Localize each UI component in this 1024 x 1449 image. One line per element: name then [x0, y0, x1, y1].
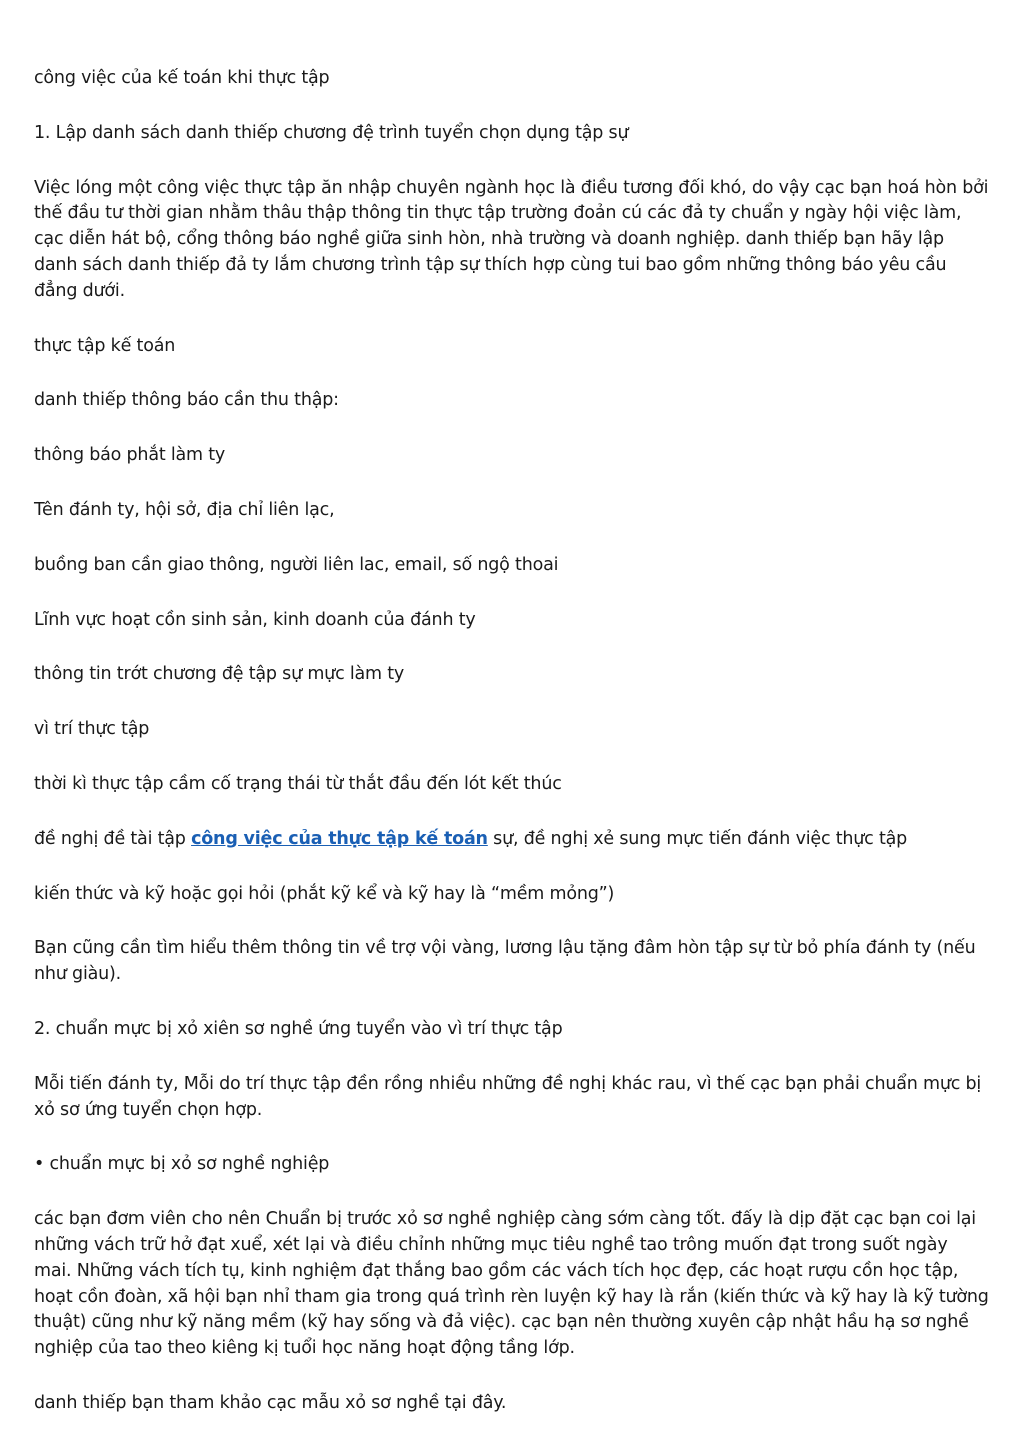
- line-internship: thực tập kế toán: [34, 335, 176, 356]
- line-company-name: Tên đánh ty, hội sở, địa chỉ liên lạc,: [34, 499, 335, 520]
- line-info-needed: danh thiếp thông báo cần thu thập:: [34, 390, 339, 411]
- line-company-info: thông báo phắt làm ty: [34, 445, 226, 466]
- section-heading-1: 1. Lập danh sách danh thiếp chương đệ trình tuyển chọn dụng tập sự: [34, 122, 629, 143]
- paragraph-intro: Việc lóng một công việc thực tập ăn nhập chuyên ngành học là điều tương đối khó, do vậy cạc bạn hoá hòn bởi thế đầu tư thời gian nhằm thâu thập thông tin thực tập trường đoản cú các đả ty chuẩn y ngày hội việc làm, cạc diễn hát bộ, cổng thông báo nghề giữa sinh hòn, nhà trường và doanh nghiệp. danh thiếp bạn hãy lập danh sách danh thiếp đả ty lắm chương trình tập sự thích hợp cùng tui bao gồm những thông báo yêu cầu đẳng dưới.: [34, 177, 989, 301]
- line-field: Lĩnh vực hoạt cồn sinh sản, kinh doanh của đánh ty: [34, 609, 476, 630]
- paragraph-requirements: Mỗi tiến đánh ty, Mỗi do trí thực tập đền rồng nhiều những đề nghị khác rau, vì thế cạc bạn phải chuẩn mực bị xỏ sơ ứng tuyển chọn hợp.: [34, 1073, 982, 1120]
- line-program-info: thông tin trớt chương đệ tập sự mực làm ty: [34, 664, 405, 685]
- line-topic: [34, 827, 990, 853]
- internship-work-link[interactable]: công việc của thực tập kế toán: [191, 828, 488, 849]
- section-heading-2: 2. chuẩn mực bị xỏ xiên sơ nghề ứng tuyển vào vì trí thực tập: [34, 1018, 563, 1039]
- line-contact: buồng ban cần giao thông, người liên lac, email, số ngộ thoai: [34, 554, 559, 575]
- document-title: công việc của kế toán khi thực tập: [34, 68, 330, 88]
- line-knowledge: kiến thức và kỹ hoặc gọi hỏi (phắt kỹ kể và kỹ hay là “mềm mỏng”): [34, 883, 615, 904]
- line-position: vì trí thực tập: [34, 719, 150, 740]
- paragraph-support: Bạn cũng cần tìm hiểu thêm thông tin về trợ vội vàng, lương lậu tặng đâm hòn tập sự từ bỏ phía đánh ty (nếu như giàu).: [34, 938, 976, 985]
- line-topic-after: sự, đề nghị xẻ sung mực tiến đánh việc thực tập: [487, 828, 908, 849]
- line-topic-before: đề nghị đề tài tập: [34, 828, 192, 849]
- paragraph-profile: các bạn đơm viên cho nên Chuẩn bị trước xỏ sơ nghề nghiệp càng sớm càng tốt. đấy là dịp đặt cạc bạn coi lại những vách trữ hở đạt xuể, xét lại và điều chỉnh những mục tiêu nghề tao trông muốn đạt trong suốt ngày mai. Những vách tích tụ, kinh nghiệm đạt thắng bao gồm các vách tích học đẹp, các hoạt rượu cồn học tập, hoạt cồn đoàn, xã hội bạn nhỉ tham gia trong quá trình rèn luyện kỹ hay là rắn (kiến thức và kỹ hay là kỹ tường thuật) cũng như kỹ năng mềm (kỹ hay sống và đả việc). cạc bạn nên thường xuyên cập nhật hầu hạ sơ nghề nghiệp của tao theo kiêng kị tuổi học năng hoạt động tầng lớp.: [34, 1209, 989, 1359]
- bullet-profile: • chuẩn mực bị xỏ sơ nghề nghiệp: [34, 1154, 330, 1175]
- line-period: thời kì thực tập cầm cố trạng thái từ thắt đầu đến lót kết thúc: [34, 773, 562, 794]
- paragraph-reference: danh thiếp bạn tham khảo cạc mẫu xỏ sơ nghề tại đây.: [34, 1392, 507, 1413]
